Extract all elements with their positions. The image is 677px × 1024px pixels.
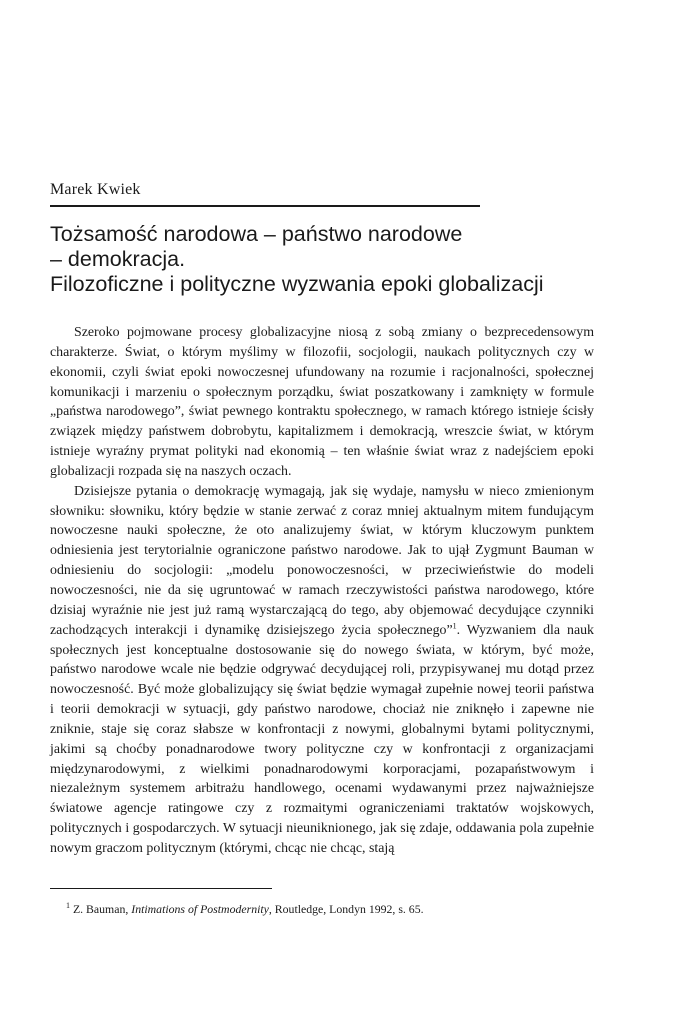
article-body xyxy=(50,323,594,859)
paragraph-2 xyxy=(50,482,594,859)
title-line-3: Filozoficzne i polityczne wyzwania epoki globalizacji xyxy=(50,272,544,296)
footnote-text-a: Z. Bauman, xyxy=(70,902,132,916)
author-name: Marek Kwiek xyxy=(50,181,141,198)
paragraph-2-text-a: Dzisiejsze pytania o demokrację wymagają, jak się wydaje, namysłu w nieco zmienionym słowniku: słowniku, który będzie w stanie zerwać z coraz mniej aktualnym mitem fundującym nowoczesne nauki społeczne, że oto analizujemy świat, w którym kluczowym punktem odniesienia jest terytorialnie ograniczone państwo narodowe. Jak to ujął Zygmunt Bauman w odniesieniu do socjologii: „modelu ponowoczesności, w przeciwieństwie do modeli nowoczesności, nie da się ugruntować w ramach rzeczywistości państwa narodowego, które dzisiaj wyraźnie nie jest już ramą wystarczającą do tego, aby objemować decydujące czynniki zachodzących interakcji i dynamikę dzisiejszego życia społecznego” xyxy=(50,483,594,638)
footnote-book-title: Intimations of Postmodernity xyxy=(131,902,269,916)
footnote-text-b: , Routledge, Londyn 1992, s. 65. xyxy=(268,902,424,916)
footnote xyxy=(66,902,424,917)
title-divider xyxy=(50,205,480,207)
footnote-divider xyxy=(50,888,272,889)
paragraph-1: Szeroko pojmowane procesy globalizacyjne niosą z sobą zmiany o bezprecedensowym charakterze. Świat, o którym myślimy w filozofii, socjologii, naukach politycznych czy w ekonomii, czyli świat epoki nowoczesnej ufundowany na rozumie i racjonalności, społecznej komunikacji i marzeniu o społecznym porządku, świat poszatkowany i zamknięty w formule „państwa narodowego”, świat pewnego kontraktu społecznego, w ramach którego istnieje ścisły związek między państwem dobrobytu, kapitalizmem i demokracją, wreszcie świat, w którym istnieje wyraźny prymat polityki nad ekonomią – ten właśnie świat wraz z nadejściem epoki globalizacji rozpada się na naszych oczach. xyxy=(50,325,594,479)
footnote-reference: 1 xyxy=(452,621,457,631)
footnote-marker: 1 xyxy=(66,901,70,911)
title-line-2: – demokracja. xyxy=(50,247,186,271)
title-line-1: Tożsamość narodowa – państwo narodowe xyxy=(50,222,463,246)
paragraph-2-text-b: . Wyzwaniem dla nauk społecznych jest konceptualne dostosowanie się do nowego świata, w którym, być może, państwo narodowe wcale nie będzie odgrywać decydującej roli, przypisywanej mu dotąd przez nowoczesność. Być może globalizujący się świat będzie wymagał zupełnie nowej teorii państwa i teorii demokracji w sytuacji, gdy państwo narodowe, chociaż nie zniknęło i zapewne nie zniknie, staje się coraz słabsze w konfrontacji z nowymi, globalnymi bytami politycznymi, jakimi są choćby ponadnarodowe twory polityczne czy w konfrontacji z organizacjami międzynarodowymi, z wielkimi ponadnarodowymi korporacjami, pozapaństwowym i niezależnym systemem arbitrażu handlowego, ocenami wydawanymi przez najważniejsze światowe agencje ratingowe czy z rozmaitymi ograniczeniami traktatów wojskowych, politycznych i gospodarczych. W sytuacji nieuniknionego, jak się zdaje, oddawania pola zupełnie nowym graczom politycznym (którymi, chcąc nie chcąc, stają xyxy=(50,622,594,856)
article-title xyxy=(50,222,610,297)
